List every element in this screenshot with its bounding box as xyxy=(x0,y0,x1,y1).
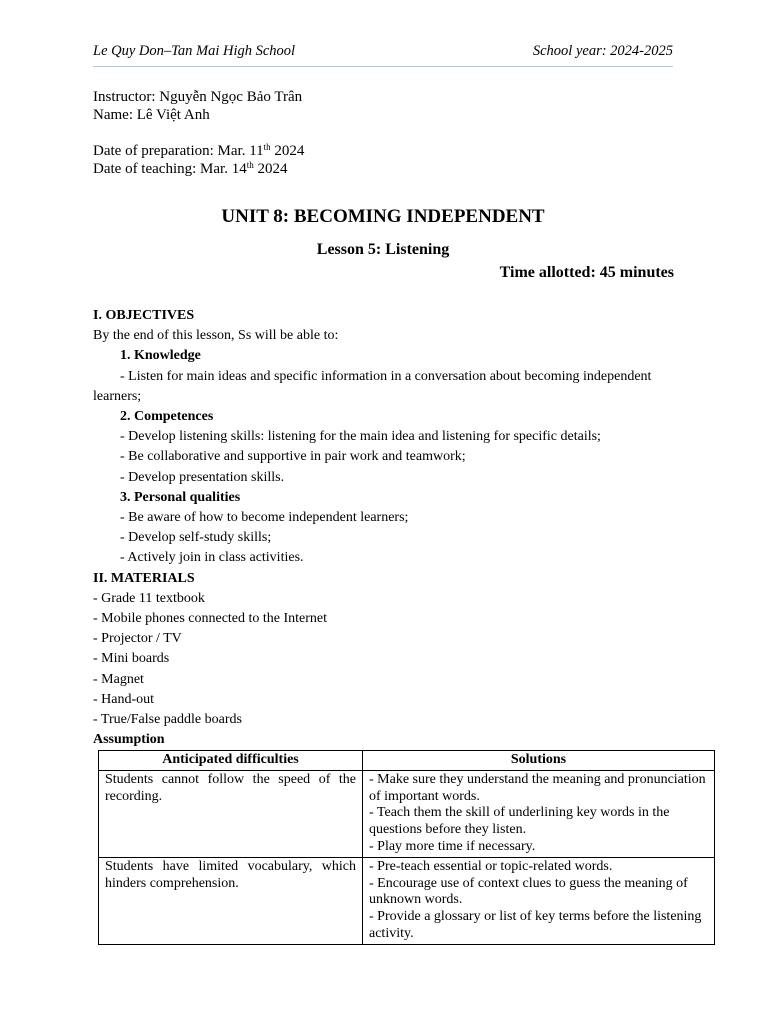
material-item: - Grade 11 textbook xyxy=(93,590,205,606)
quality-item: - Develop self-study skills; xyxy=(120,530,272,546)
assumption-table xyxy=(98,750,715,945)
competence-item: - Be collaborative and supportive in pair work and teamwork; xyxy=(120,449,466,465)
solution-item: - Provide a glossary or list of key terms before the listening activity. xyxy=(369,909,702,941)
column-header-difficulties: Anticipated difficulties xyxy=(99,751,363,771)
knowledge-heading: 1. Knowledge xyxy=(120,348,201,364)
material-item: - Magnet xyxy=(93,671,144,687)
solutions-cell xyxy=(363,770,715,857)
column-header-solutions: Solutions xyxy=(363,751,715,771)
school-name: Le Quy Don–Tan Mai High School xyxy=(93,43,296,59)
quality-item: - Be aware of how to become independent learners; xyxy=(120,510,409,526)
competence-item: - Develop presentation skills. xyxy=(120,469,285,485)
objectives-heading: I. OBJECTIVES xyxy=(93,308,195,323)
materials-heading: II. MATERIALS xyxy=(93,570,195,586)
date-of-teaching: Date of teaching: Mar. 14th 2024 xyxy=(93,160,288,177)
solution-item: - Pre-teach essential or topic-related words. xyxy=(369,858,613,874)
material-item: - Mobile phones connected to the Internet xyxy=(93,611,328,627)
table-row xyxy=(99,857,715,944)
material-item: - Projector / TV xyxy=(93,631,182,647)
assumption-heading: Assumption xyxy=(93,732,165,748)
objectives-intro: By the end of this lesson, Ss will be able to: xyxy=(93,328,339,344)
page-header xyxy=(93,43,673,65)
table-header-row xyxy=(99,751,715,771)
material-item: - Hand-out xyxy=(93,691,155,707)
solutions-cell xyxy=(363,857,715,944)
competences-heading: 2. Competences xyxy=(120,409,214,425)
qualities-heading: 3. Personal qualities xyxy=(120,489,241,505)
solution-item: - Make sure they understand the meaning and pronunciation of important words. xyxy=(369,771,706,804)
difficulty-cell: Students have limited vocabulary, which hinders comprehension. xyxy=(99,857,363,944)
date-of-preparation: Date of preparation: Mar. 11th 2024 xyxy=(93,142,305,159)
unit-title: UNIT 8: BECOMING INDEPENDENT xyxy=(221,206,545,227)
name-line: Name: Lê Việt Anh xyxy=(93,107,210,123)
table-row xyxy=(99,770,715,857)
solution-item: - Teach them the skill of underlining key words in the questions before they listen. xyxy=(369,805,670,838)
lesson-title: Lesson 5: Listening xyxy=(316,241,450,258)
instructor-line: Instructor: Nguyễn Ngọc Bảo Trân xyxy=(93,89,303,105)
material-item: - True/False paddle boards xyxy=(93,712,242,728)
lesson-body xyxy=(93,306,673,750)
school-year: School year: 2024-2025 xyxy=(532,43,673,59)
material-item: - Mini boards xyxy=(93,651,170,667)
time-allotted: Time allotted: 45 minutes xyxy=(499,264,674,281)
quality-item: - Actively join in class activities. xyxy=(120,550,304,566)
difficulty-cell: Students cannot follow the speed of the recording. xyxy=(99,770,363,857)
solution-item: - Encourage use of context clues to guess the meaning of unknown words. xyxy=(369,875,688,908)
solution-item: - Play more time if necessary. xyxy=(369,838,536,854)
competence-item: - Develop listening skills: listening for the main idea and listening for specific details; xyxy=(120,429,601,445)
header-divider xyxy=(93,66,673,67)
knowledge-item: - Listen for main ideas and specific information in a conversation about becoming independent learners; xyxy=(93,368,652,404)
